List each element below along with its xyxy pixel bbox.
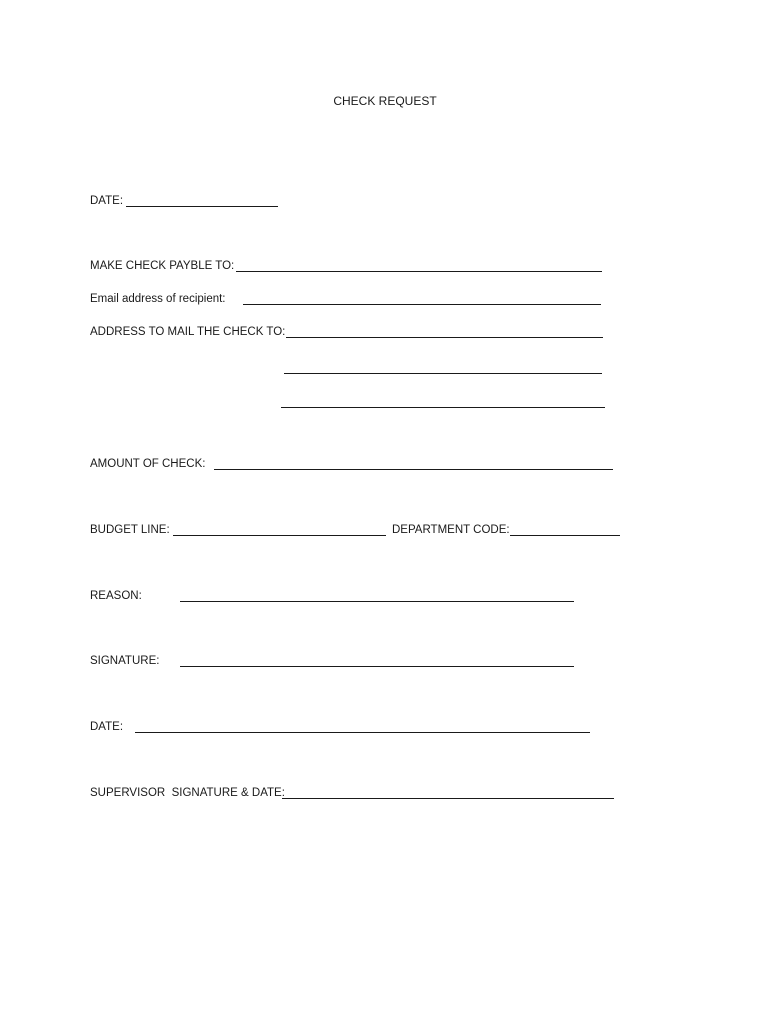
address-blank-line-3[interactable]: [281, 407, 605, 408]
form-title: CHECK REQUEST: [333, 94, 437, 108]
amount-blank-line[interactable]: [214, 469, 613, 470]
budget-line-label: BUDGET LINE:: [90, 524, 170, 536]
signature-label: SIGNATURE:: [90, 655, 160, 667]
date2-blank-line[interactable]: [135, 732, 590, 733]
address-label: ADDRESS TO MAIL THE CHECK TO:: [90, 326, 286, 338]
payable-to-label: MAKE CHECK PAYBLE TO:: [90, 260, 235, 272]
reason-label: REASON:: [90, 590, 142, 602]
date-blank-line[interactable]: [126, 206, 278, 207]
amount-label: AMOUNT OF CHECK:: [90, 458, 206, 470]
date2-label: DATE:: [90, 721, 124, 733]
budget-line-blank-line[interactable]: [173, 535, 386, 536]
email-blank-line[interactable]: [243, 304, 601, 305]
supervisor-label: SUPERVISOR SIGNATURE & DATE:: [90, 787, 285, 799]
payable-to-blank-line[interactable]: [236, 271, 602, 272]
email-label: Email address of recipient:: [90, 293, 226, 305]
department-code-blank-line[interactable]: [510, 535, 620, 536]
department-code-label: DEPARTMENT CODE:: [392, 524, 510, 536]
supervisor-blank-line[interactable]: [282, 798, 614, 799]
reason-blank-line[interactable]: [180, 601, 574, 602]
signature-blank-line[interactable]: [180, 666, 574, 667]
address-blank-line-1[interactable]: [286, 337, 603, 338]
date-label: DATE:: [90, 195, 124, 207]
address-blank-line-2[interactable]: [284, 373, 602, 374]
